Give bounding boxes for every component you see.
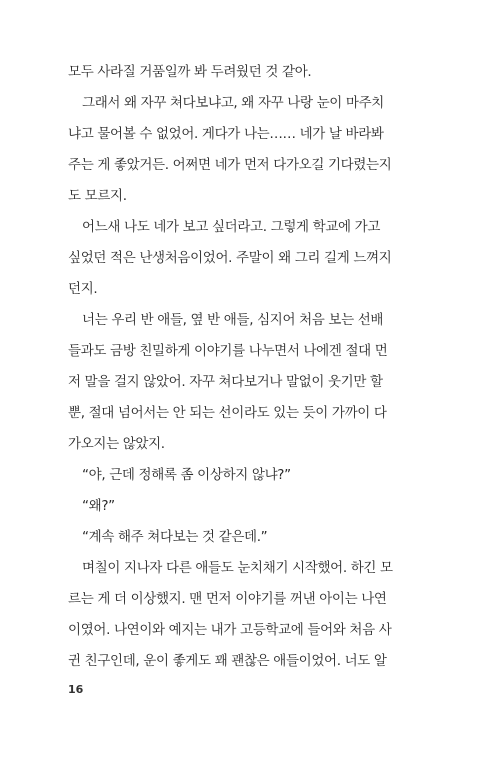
text-line: 냐고 물어볼 수 없었어. 게다가 나는…… 네가 날 바라봐 (68, 126, 384, 142)
text-line: 도 모르지. (68, 188, 127, 204)
dialogue-line: “야, 근데 정해록 좀 이상하지 않냐?” (82, 467, 291, 483)
text-line: 뿐, 절대 넘어서는 안 되는 선이라도 있는 듯이 가까이 다 (68, 405, 387, 421)
text-line: 가오지는 않았지. (68, 436, 165, 452)
text-line: 던지. (68, 281, 98, 297)
text-line: 귄 친구인데, 운이 좋게도 꽤 괜찮은 애들이었어. 너도 알 (68, 653, 387, 669)
text-line: 르는 게 더 이상했지. 맨 먼저 이야기를 꺼낸 아이는 나연 (68, 591, 387, 607)
text-line: 저 말을 걸지 않았어. 자꾸 쳐다보거나 말없이 웃기만 할 (68, 374, 383, 390)
dialogue-line: “계속 해주 쳐다보는 것 같은데.” (82, 529, 268, 545)
text-line: 주는 게 좋았거든. 어쩌면 네가 먼저 다가오길 기다렸는지 (68, 157, 392, 173)
text-line: 며칠이 지나자 다른 애들도 눈치채기 시작했어. 하긴 모 (82, 560, 393, 576)
text-line: 모두 사라질 거품일까 봐 두려웠던 것 같아. (68, 64, 312, 80)
text-line: 어느새 나도 네가 보고 싶더라고. 그렇게 학교에 가고 (82, 219, 381, 235)
page-number: 16 (68, 683, 84, 696)
dialogue-line: “왜?” (82, 498, 115, 514)
text-line: 싶었던 적은 난생처음이었어. 주말이 왜 그리 길게 느껴지 (68, 250, 392, 266)
text-line: 이였어. 나연이와 예지는 내가 고등학교에 들어와 처음 사 (68, 622, 392, 638)
text-line: 그래서 왜 자꾸 쳐다보냐고, 왜 자꾸 나랑 눈이 마주치 (82, 95, 384, 111)
text-line: 너는 우리 반 애들, 옆 반 애들, 심지어 처음 보는 선배 (82, 312, 384, 328)
text-line: 들과도 금방 친밀하게 이야기를 나누면서 나에겐 절대 먼 (68, 343, 388, 359)
